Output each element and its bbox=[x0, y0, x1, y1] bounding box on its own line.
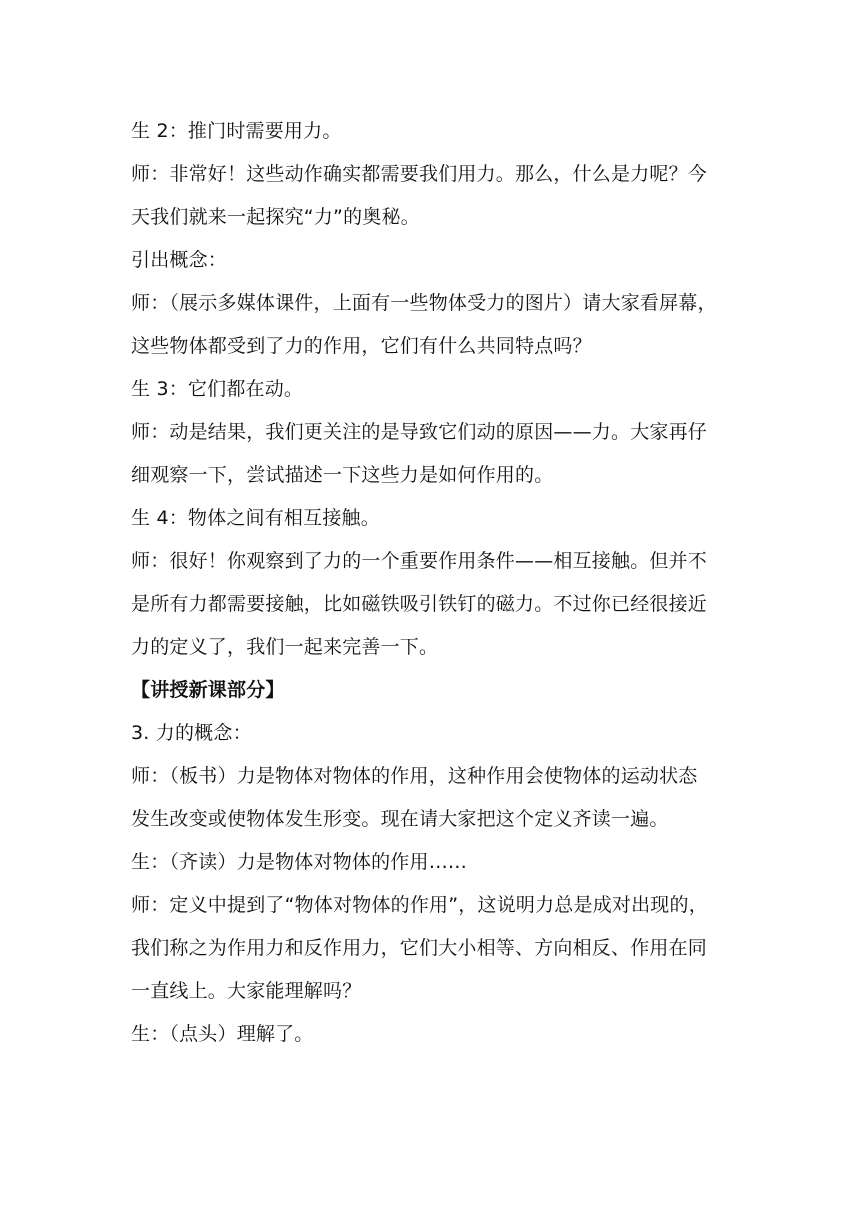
text-line: 这些物体都受到了力的作用，它们有什么共同特点吗？ bbox=[131, 335, 592, 357]
text-line: 3. 力的概念： bbox=[131, 722, 252, 744]
text-line: 发生改变或使物体发生形变。现在请大家把这个定义齐读一遍。 bbox=[131, 808, 669, 830]
document-body bbox=[131, 110, 731, 1056]
text-line: 我们称之为作用力和反作用力，它们大小相等、方向相反、作用在同 bbox=[131, 937, 708, 959]
text-line: 师：（展示多媒体课件，上面有一些物体受力的图片）请大家看屏幕， bbox=[131, 292, 717, 314]
text-line: 引出概念： bbox=[131, 249, 228, 271]
text-line: 生：（齐读）力是物体对物体的作用…… bbox=[131, 851, 468, 873]
text-line: 力的定义了，我们一起来完善一下。 bbox=[131, 636, 439, 658]
text-line: 生 3：它们都在动。 bbox=[131, 378, 304, 400]
text-line: 师：非常好！这些动作确实都需要我们用力。那么，什么是力呢？今 bbox=[131, 163, 708, 185]
section-heading: 【讲授新课部分】 bbox=[131, 679, 285, 701]
text-line: 师：（板书）力是物体对物体的作用，这种作用会使物体的运动状态 bbox=[131, 765, 698, 787]
text-line: 生 4：物体之间有相互接触。 bbox=[131, 507, 380, 529]
text-line: 生：（点头）理解了。 bbox=[131, 1023, 314, 1045]
text-line: 师：定义中提到了“物体对物体的作用”，这说明力总是成对出现的， bbox=[131, 894, 708, 916]
text-line: 天我们就来一起探究“力”的奥秘。 bbox=[131, 206, 420, 228]
text-line: 师：很好！你观察到了力的一个重要作用条件——相互接触。但并不 bbox=[131, 550, 708, 572]
text-line: 细观察一下，尝试描述一下这些力是如何作用的。 bbox=[131, 464, 554, 486]
text-line: 生 2：推门时需要用力。 bbox=[131, 120, 342, 142]
text-line: 是所有力都需要接触，比如磁铁吸引铁钉的磁力。不过你已经很接近 bbox=[131, 593, 708, 615]
text-line: 一直线上。大家能理解吗？ bbox=[131, 980, 362, 1002]
text-line: 师：动是结果，我们更关注的是导致它们动的原因——力。大家再仔 bbox=[131, 421, 708, 443]
